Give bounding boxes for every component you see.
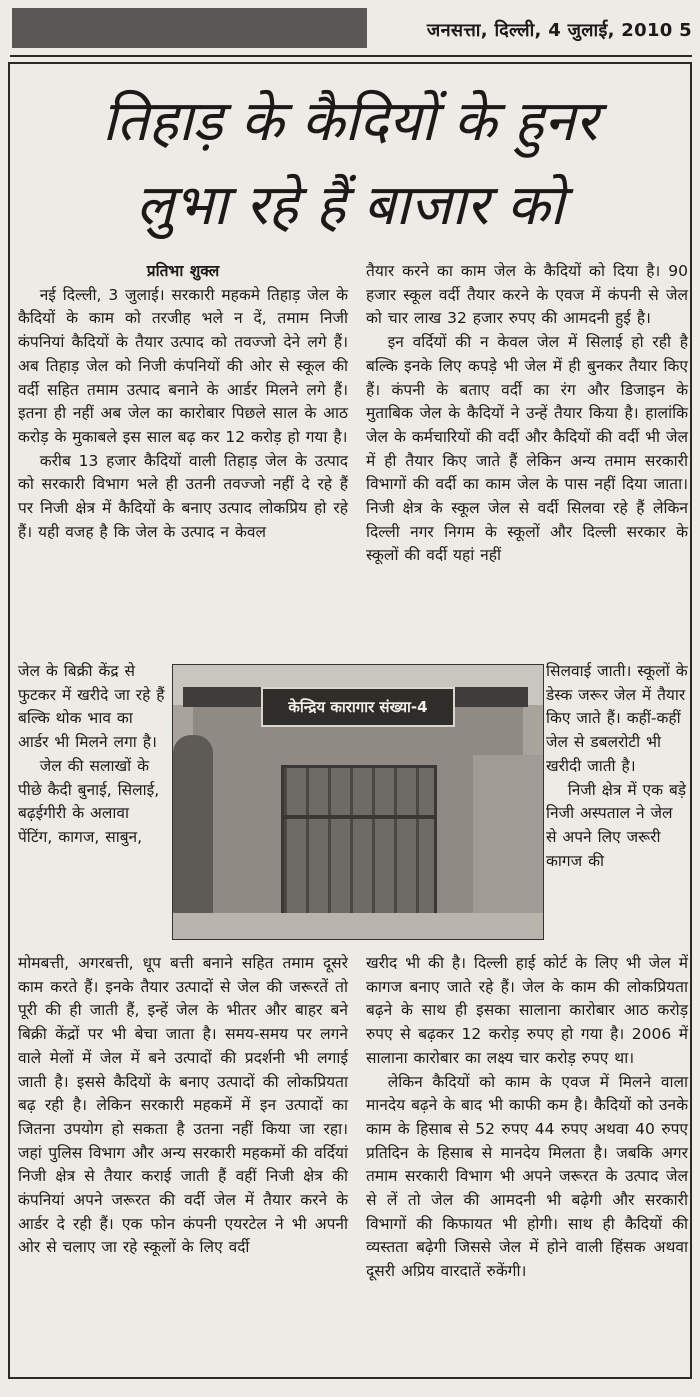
paragraph: नई दिल्ली, 3 जुलाई। सरकारी महकमे तिहाड़ जेल के कैदियों के काम को तरजीह भले न दें, तमाम निजी कंपनियां कैदियों के तैयार उत्पाद को तवज्जो देने लगे हैं। अब तिहाड़ जेल को निजी कंपनियों की ओर से स्कूल की वर्दी सहित तमाम उत्पाद बनाने के आर्डर मिलने लगे हैं। इतना ही नहीं अब जेल का कारोबार पिछले साल के आठ करोड़ के मुकाबले इस साल बढ़ कर 12 करोड़ हो गया है।	[18, 285, 348, 446]
paragraph: जेल के बिक्री केंद्र से फुटकर में खरीदे जा रहे हैं बल्कि थोक भाव का आर्डर भी मिलने लगा है।	[18, 662, 165, 752]
paragraph: तैयार करने का काम जेल के कैदियों को दिया है। 90 हजार स्कूल वर्दी तैयार करने के एवज में कंपनी से जेल को चार लाख 32 हजार रुपए की आमदनी हुई है।	[366, 262, 688, 328]
paragraph: जेल की सलाखों के पीछे कैदी बुनाई, सिलाई, बढ़ईगीरी के अलावा पेंटिंग, कागज, साबुन,	[18, 756, 160, 846]
headline	[20, 80, 680, 248]
photo-side-wall	[473, 755, 543, 915]
wrap-text-left	[18, 660, 168, 850]
column-right-top	[366, 260, 688, 568]
masthead: जनसत्ता, दिल्ली, 4 जुलाई, 2010 5	[426, 20, 692, 41]
header-rule	[10, 55, 692, 57]
column-left-top	[18, 260, 348, 544]
paragraph: खरीद भी की है। दिल्ली हाई कोर्ट के लिए भी जेल में कागज बनाए जाते रहे हैं। जेल के काम की लोकप्रियता बढ़ने के साथ ही इसका सालाना कारोबार आठ करोड़ रुपए से बढ़कर 12 करोड़ रुपए हो गया है। 2006 में सालाना कारोबार का लक्ष्य चार करोड़ रुपए था।	[366, 954, 688, 1067]
photo-tree	[173, 735, 213, 915]
photo-ground	[173, 913, 543, 939]
paragraph: निजी क्षेत्र में एक बड़े निजी अस्पताल ने जेल से अपने लिए जरूरी कागज की	[546, 780, 687, 870]
byline: प्रतिभा शुक्ल	[146, 262, 220, 280]
column-left-bottom	[18, 952, 348, 1260]
headline-line-1: तिहाड़ के कैदियों के हुनर	[102, 89, 598, 154]
paragraph: सिलवाई जाती। स्कूलों के डेस्क जरूर जेल में तैयार किए जाते हैं। कहीं-कहीं जेल से डबलरोटी भी खरीदी जाती है।	[546, 662, 688, 775]
headline-line-2: लुभा रहे हैं बाजार को	[135, 173, 565, 238]
header-bar	[12, 8, 367, 48]
photo-gate	[281, 765, 437, 921]
photo-gate-bar	[281, 815, 437, 819]
paragraph: इन वर्दियों की न केवल जेल में सिलाई हो रही है बल्कि इनके लिए कपड़े भी जेल में ही बुनकर तैयार किए हैं। कंपनी के बताए वर्दी का रंग और डिजाइन के मुताबिक जेल के कैदियों ने उन्हें तैयार किया है। हालांकि जेल के कर्मचारियों की वर्दी और कैदियों की वर्दी भी जेल में ही तैयार किए जाते हैं लेकिन अन्य तमाम सरकारी विभागों की वर्दी का काम जेल के पास नहीं दिया जाता। निजी क्षेत्र के स्कूल जेल से वर्दी सिलवा रहे हैं लेकिन दिल्ली नगर निगम के स्कूलों और दिल्ली सरकार के स्कूलों की वर्दी यहां नहीं	[366, 333, 688, 565]
photo-sign: केन्द्रिय कारागार संख्या-4	[261, 687, 455, 727]
wrap-text-right	[546, 660, 688, 873]
paragraph: लेकिन कैदियों को काम के एवज में मिलने वाला मानदेय बढ़ने के बाद भी काफी कम है। कैदियों को उनके काम के हिसाब से 52 रुपए 44 रुपए अथवा 40 रुपए प्रतिदिन के हिसाब से मानदेय मिलता है। जबकि अगर तमाम सरकारी विभाग भी अपने जरूरत के उत्पाद जेल से लें तो जेल की आमदनी भी बढ़ेगी और सरकारी विभागों की किफायत भी होगी। साथ ही कैदियों की व्यस्तता बढ़ेगी जिससे जेल में होने वाली हिंसक अथवा दूसरी अप्रिय वारदातें रुकेंगी।	[366, 1072, 688, 1281]
paragraph: मोमबत्ती, अगरबत्ती, धूप बत्ती बनाने सहित तमाम दूसरे काम करते हैं। इनके तैयार उत्पादों से जेल की जरूरतें तो पूरी की ही जाती हैं, इन्हें जेल के भीतर और बाहर बने बिक्री केंद्रों पर भी बेचा जाता है। समय-समय पर लगने वाले मेलों में जेल में बने उत्पादों की प्रदर्शनी भी लगाई जाती है। इससे कैदियों के बनाए उत्पादों की लोकप्रियता बढ़ रही है। लेकिन सरकारी महकमें में इन उत्पादों का जितना उपयोग हो सकता है उतना नहीं किया जा रहा। जहां पुलिस विभाग और अन्य सरकारी महकमों की वर्दियां निजी क्षेत्र से तैयार कराई जाती हैं वहीं निजी क्षेत्र की कंपनियां अपने जरूरत की वर्दी जेल में तैयार करने के आर्डर दे रही हैं। एक फोन कंपनी एयरटेल ने भी अपनी ओर से चलाए जा रहे स्कूलों के लिए वर्दी	[18, 954, 348, 1257]
column-right-bottom	[366, 952, 688, 1284]
paragraph: करीब 13 हजार कैदियों वाली तिहाड़ जेल के उत्पाद को सरकारी विभाग भले ही उतनी तवज्जो नहीं दे रहे हैं पर निजी क्षेत्र में कैदियों के बनाए उत्पाद लोकप्रिय हो रहे हैं। यही वजह है कि जेल के उत्पाद न केवल	[18, 451, 348, 541]
article-photo	[172, 664, 544, 940]
